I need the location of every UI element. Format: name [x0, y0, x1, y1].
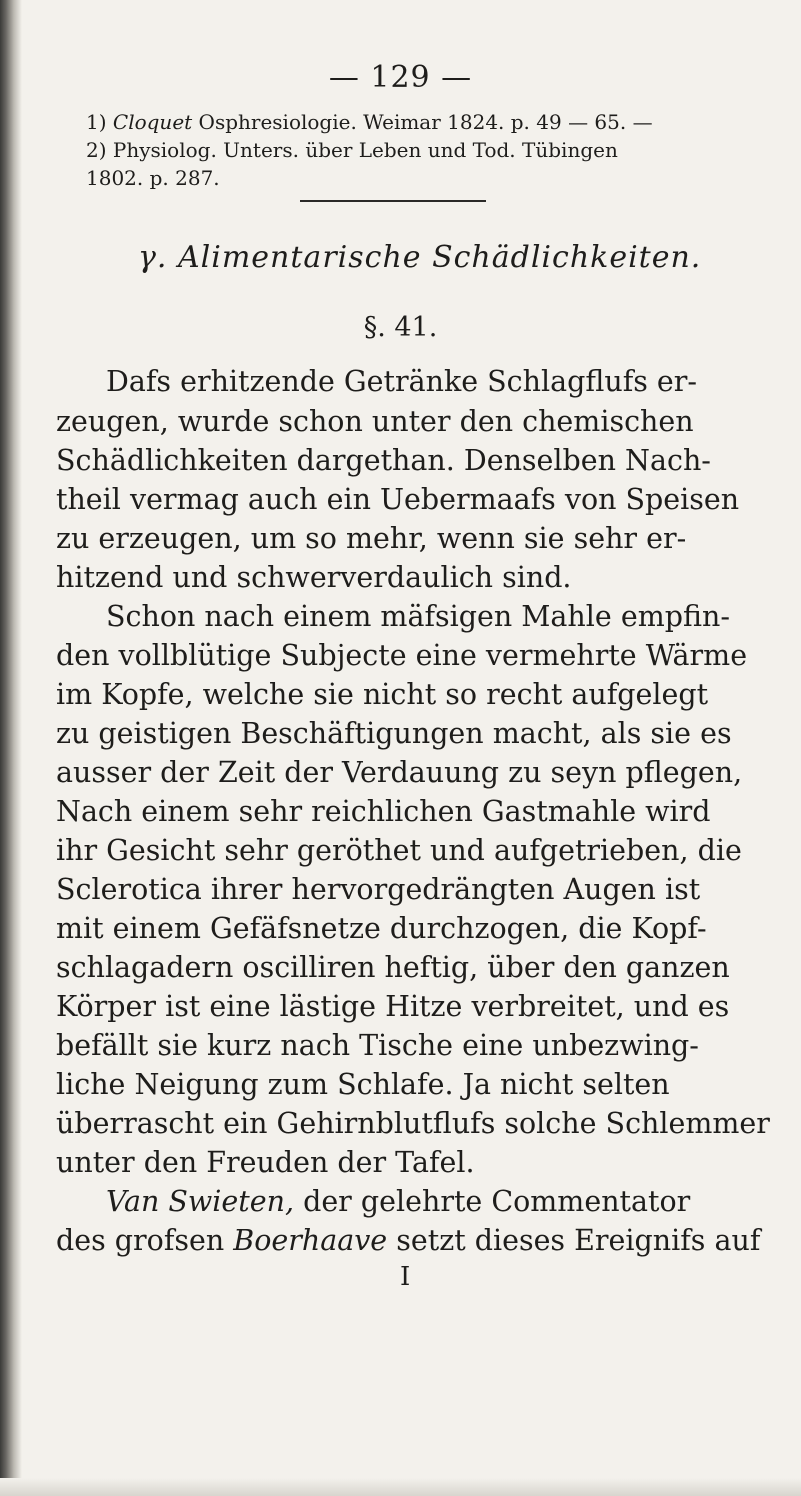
footnote-author: Cloquet: [112, 110, 193, 134]
text-line: Sclerotica ihrer hervorgedrängten Augen ist: [56, 873, 701, 906]
text-line: zeugen, wurde schon unter den chemischen: [56, 405, 694, 438]
binding-shadow: [0, 0, 22, 1496]
text-line: Körper ist eine lästige Hitze verbreitet, und es: [56, 990, 730, 1023]
text-line: ihr Gesicht sehr geröthet und aufgetrieben, die: [56, 834, 742, 867]
text-span: des grofsen: [56, 1224, 234, 1257]
page-number: — 129 —: [328, 60, 473, 95]
text-line: liche Neigung zum Schlafe. Ja nicht selten: [56, 1068, 670, 1101]
text-line: [56, 1224, 760, 1257]
footnote-1: [86, 110, 653, 134]
text-line: unter den Freuden der Tafel.: [56, 1146, 475, 1179]
paragraph-number: §. 41.: [363, 312, 438, 343]
signature-mark: I: [400, 1262, 411, 1292]
text-line: ausser der Zeit der Verdauung zu seyn pflegen,: [56, 756, 743, 789]
text-line: theil vermag auch ein Uebermaafs von Speisen: [56, 483, 740, 516]
person-name: Boerhaave: [233, 1224, 388, 1257]
person-name: Van Swieten,: [106, 1185, 295, 1218]
footnote-separator-rule: [300, 200, 486, 202]
text-line: überrascht ein Gehirnblutflufs solche Schlemmer: [56, 1107, 770, 1140]
text-line: zu geistigen Beschäftigungen macht, als sie es: [56, 717, 732, 750]
text-line: Schon nach einem mäfsigen Mahle empfin-: [106, 600, 730, 633]
text-line: mit einem Gefäfsnetze durchzogen, die Kopf-: [56, 912, 707, 945]
footnote-2-continued: 1802. p. 287.: [86, 166, 220, 190]
text-span: setzt dieses Ereignifs auf: [387, 1224, 761, 1257]
footnote-text: Osphresiologie. Weimar 1824. p. 49 — 65. —: [198, 110, 653, 134]
text-line: im Kopfe, welche sie nicht so recht aufgelegt: [56, 678, 709, 711]
section-title: γ. Alimentarische Schädlichkeiten.: [138, 240, 702, 275]
text-line: hitzend und schwerverdaulich sind.: [56, 561, 572, 594]
page-bottom-shadow: [0, 1478, 801, 1496]
text-line: [106, 1185, 690, 1218]
footnote-marker: 1): [86, 110, 107, 134]
text-line: schlagadern oscilliren heftig, über den ganzen: [56, 951, 730, 984]
footnote-2: 2) Physiolog. Unters. über Leben und Tod. Tübingen: [86, 138, 618, 162]
text-span: der gelehrte Commentator: [294, 1185, 691, 1218]
text-line: Nach einem sehr reichlichen Gastmahle wird: [56, 795, 711, 828]
text-line: befällt sie kurz nach Tische eine unbezwing-: [56, 1029, 699, 1062]
text-line: Dafs erhitzende Getränke Schlagflufs er-: [106, 365, 698, 398]
text-line: zu erzeugen, um so mehr, wenn sie sehr er-: [56, 522, 687, 555]
text-line: Schädlichkeiten dargethan. Denselben Nach-: [56, 444, 711, 477]
text-line: den vollblütige Subjecte eine vermehrte Wärme: [56, 639, 748, 672]
